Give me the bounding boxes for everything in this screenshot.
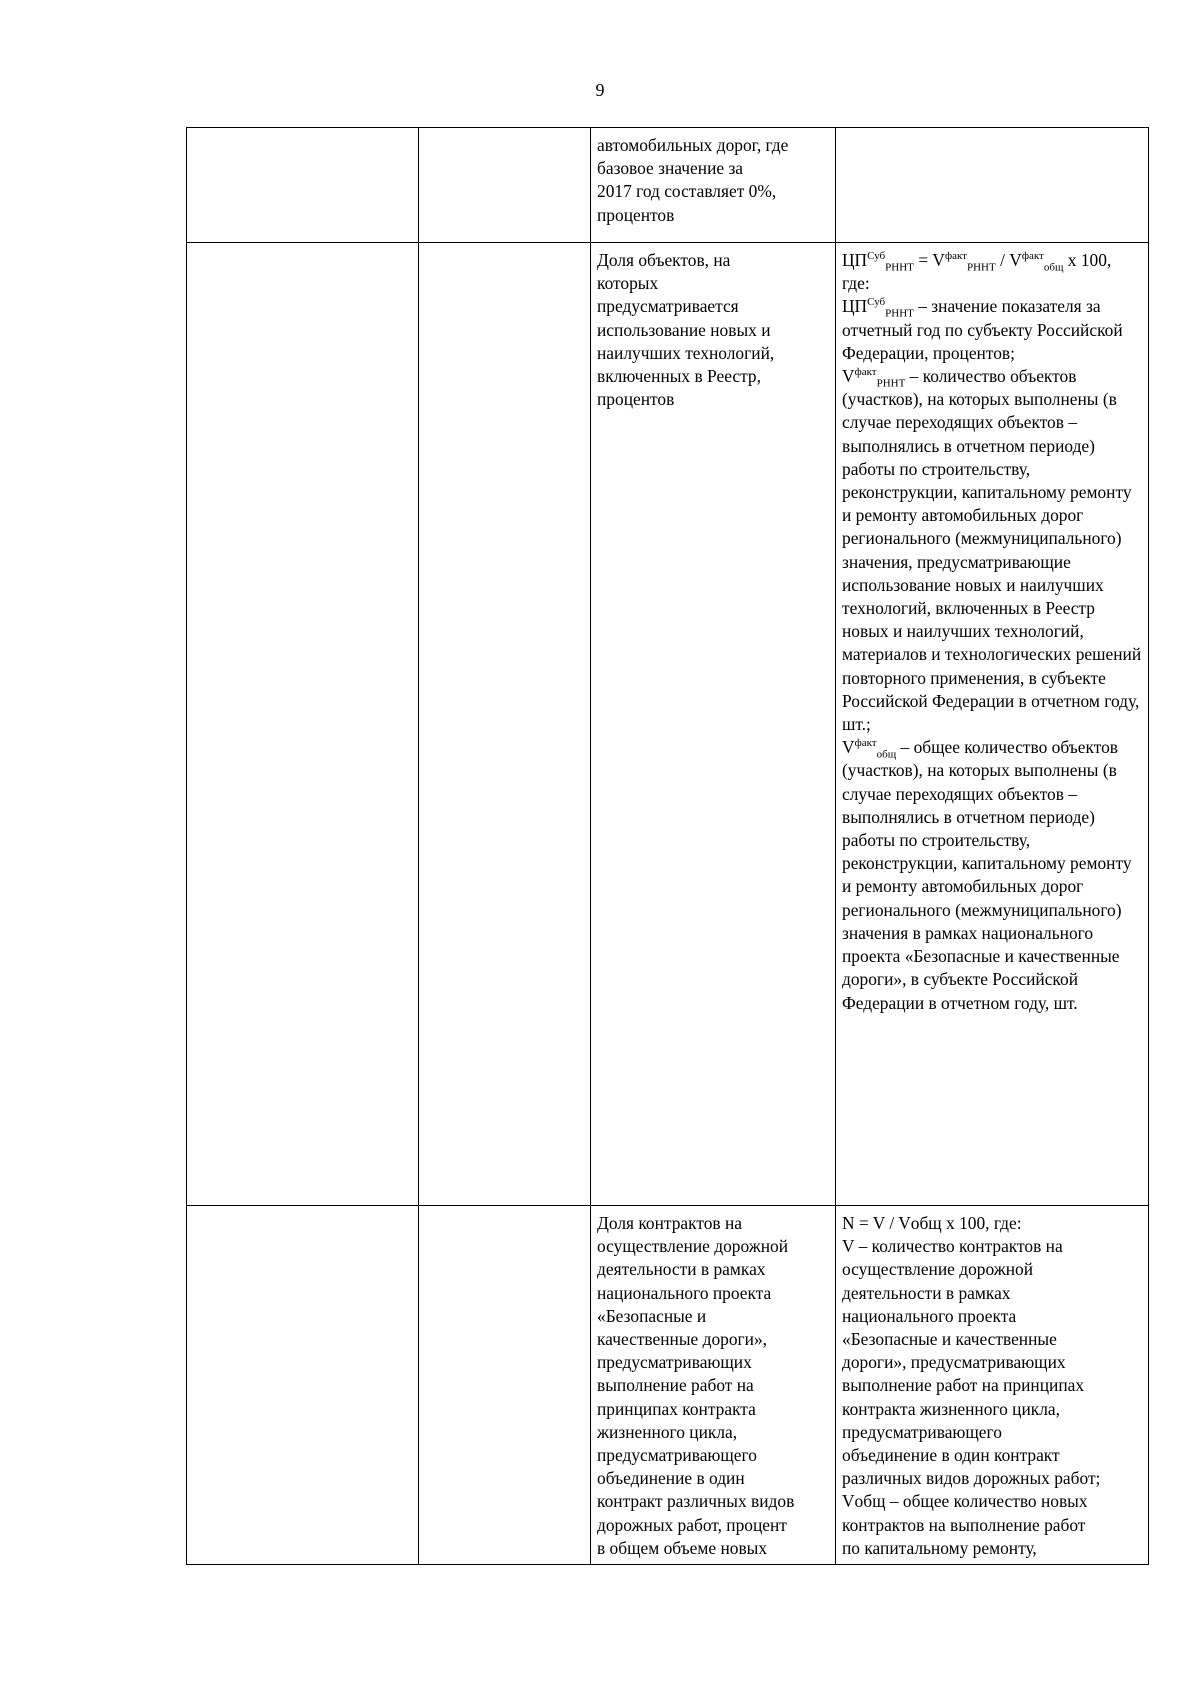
formula-operator: /	[995, 250, 1010, 270]
formula-text: N = V / Vобщ х 100, где: V – количество контрактов на осуществление дорожной деятельности в рамках национального проекта «Безопасные и качественные дороги», предусматривающих выполнение работ на принципах контракта жизненного цикла, предусматривающего объединение в один контракт различных видов дорожных работ; Vобщ – общее количество новых контрактов на выполнение работ по капитальному ремонту,	[842, 1213, 1101, 1558]
table-cell-empty	[419, 1206, 591, 1565]
page-number: 9	[595, 80, 605, 100]
formula-tail: х 100,	[1063, 250, 1112, 270]
indicator-name-cell	[591, 243, 836, 1206]
indicator-name: Доля контрактов на осуществление дорожной деятельности в рамках национального проекта «Безопасные и качественные дороги», предусматривающих выполнение работ на принципах контракта жизненного цикла, предусматривающего объединение в один контракт различных видов дорожных работ, процент в общем объеме новых	[597, 1213, 795, 1558]
formula-superscript: факт	[854, 366, 877, 379]
table-cell-empty	[419, 243, 591, 1206]
table-cell-empty	[187, 128, 419, 243]
indicators-table	[186, 127, 1149, 1565]
formula-symbol: V	[842, 737, 855, 758]
formula-superscript: Суб	[867, 296, 886, 309]
formula-symbol: V	[842, 366, 855, 387]
formula-subscript: РННТ	[966, 261, 996, 274]
indicator-name-cell	[591, 128, 836, 243]
definition-text: – количество объектов (участков), на которых выполнены (в случае переходящих объектов – выполнялись в отчетном периоде) работы по строительству, реконструкции, капитальному ремонту и ремонту автомобильных дорог регионального (межмуниципального) значения, предусматривающие использование новых и наилучших технологий, включенных в Реестр новых и наилучших технологий, материалов и технологических решений повторного применения, в субъекте Российской Федерации в отчетном году, шт.;	[842, 366, 1142, 735]
table-cell-empty	[187, 1206, 419, 1565]
definition-text: – значение показателя за отчетный год по субъекту Российской Федерации, процентов;	[842, 296, 1123, 363]
formula-operator: =	[913, 250, 933, 270]
formula-superscript: факт	[854, 737, 877, 750]
formula-symbol: V	[932, 250, 945, 270]
formula-subscript: РННТ	[876, 377, 906, 390]
table-cell-empty	[419, 128, 591, 243]
indicator-name: Доля объектов, на которых предусматривается использование новых и наилучших технологий, включенных в Реестр, процентов	[597, 250, 775, 410]
indicator-name: автомобильных дорог, где базовое значение за 2017 год составляет 0%, процентов	[597, 135, 789, 225]
formula-superscript: Суб	[867, 250, 886, 263]
definition-total-objects	[842, 736, 1142, 1014]
definition-text: – общее количество объектов (участков), на которых выполнены (в случае переходящих объектов – выполнялись в отчетном периоде) работы по строительству, реконструкции, капитальному ремонту и ремонту автомобильных дорог регионального (межмуниципального) значения в рамках национального проекта «Безопасные и качественные дороги», в субъекте Российской Федерации в отчетном году, шт.	[842, 737, 1132, 1013]
table-row	[187, 243, 1149, 1206]
formula-subscript: общ	[1043, 261, 1064, 274]
formula-cell	[836, 1206, 1149, 1565]
indicator-name-cell	[591, 1206, 836, 1565]
formula-where: где:	[842, 273, 870, 294]
formula-cell	[836, 128, 1149, 243]
formula-cell	[836, 243, 1149, 1206]
formula-symbol: ЦП	[842, 250, 868, 270]
table-cell-empty	[187, 243, 419, 1206]
table-row	[187, 128, 1149, 243]
formula-subscript: РННТ	[885, 261, 914, 274]
formula-superscript: факт	[944, 250, 967, 263]
formula-superscript: факт	[1021, 250, 1044, 263]
formula-symbol: V	[1009, 250, 1022, 270]
formula-subscript: общ	[876, 748, 897, 761]
definition-indicator	[842, 295, 1142, 365]
formula-symbol: ЦП	[842, 296, 868, 317]
definition-fact-objects	[842, 365, 1142, 736]
formula-subscript: РННТ	[885, 307, 914, 320]
formula-expression	[842, 249, 1142, 272]
table-row	[187, 1206, 1149, 1565]
